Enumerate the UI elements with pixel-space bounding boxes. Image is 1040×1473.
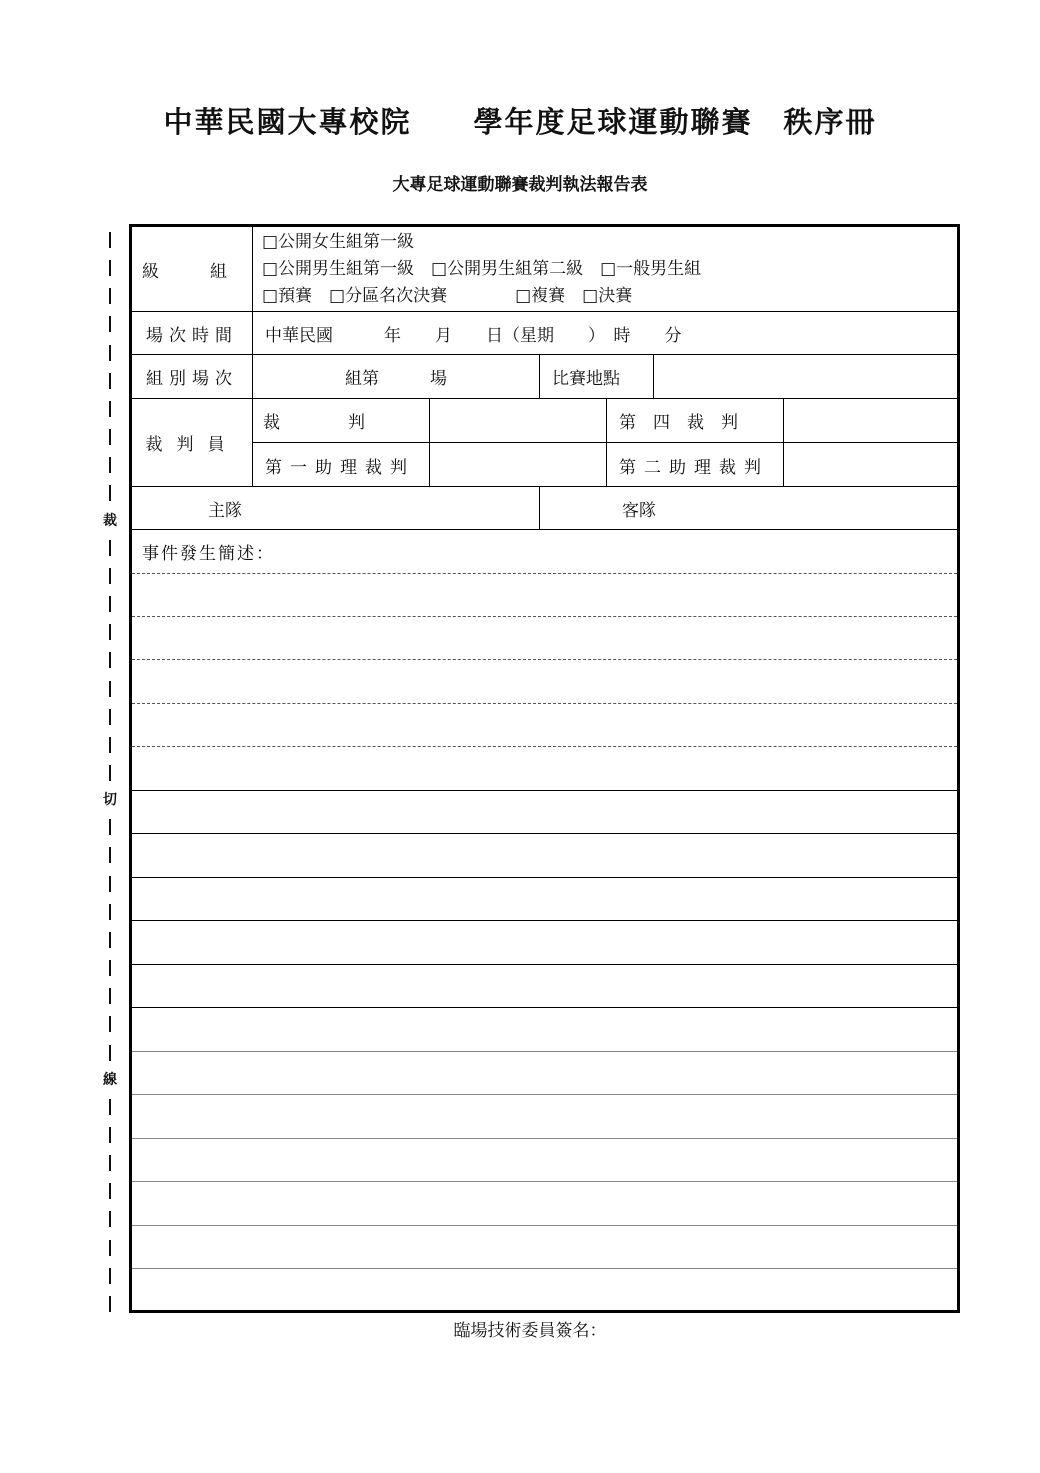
assistant2-label: 第二助理裁判 [619, 457, 769, 478]
cut-tick [109, 1211, 111, 1227]
assistant1-label-cell [253, 443, 429, 487]
cut-tick [109, 288, 111, 304]
away-team-label-cell [622, 487, 742, 529]
cut-tick [109, 568, 111, 584]
match-time-value-cell[interactable] [253, 312, 957, 354]
assistant2-label-cell [607, 443, 783, 487]
group-match-value: 組第 場 [345, 369, 447, 389]
cut-tick [109, 1183, 111, 1199]
cut-tick [109, 457, 111, 473]
cut-tick [109, 232, 111, 248]
page-title: 中華民國大專校院 學年度足球運動聯賽 秩序冊 [163, 105, 877, 139]
division-row [132, 227, 957, 312]
signature-label: 臨場技術委員簽名： [453, 1321, 607, 1341]
fourth-official-label-cell [607, 399, 783, 442]
cut-tick [109, 737, 111, 753]
report-form [129, 224, 960, 1313]
cut-tick [109, 765, 111, 781]
stage-options-line[interactable]: □預賽 □分區名次決賽 □複賽 □決賽 [262, 285, 633, 306]
cut-tick [109, 681, 111, 697]
cut-tick [109, 876, 111, 892]
cut-tick [109, 624, 111, 640]
division-options-cell [253, 227, 957, 311]
incident-label: 事件發生簡述： [142, 544, 275, 564]
match-time-label-cell [132, 312, 252, 354]
cut-tick [109, 819, 111, 835]
cut-tick [109, 652, 111, 668]
venue-label-cell [540, 355, 653, 398]
match-time-row [132, 312, 957, 355]
cut-line [92, 232, 128, 1312]
division-label-cell [132, 227, 252, 311]
cut-char-2: 切 [103, 792, 117, 809]
match-time-value: 中華民國 年 月 日（星期 ） 時 分 [265, 325, 682, 346]
teams-row [132, 487, 957, 530]
cut-tick [109, 540, 111, 556]
cut-char-1: 裁 [103, 512, 117, 529]
cut-tick [109, 1099, 111, 1115]
cut-tick [109, 345, 111, 361]
cut-tick [109, 1296, 111, 1312]
cut-tick [109, 1016, 111, 1032]
division-options-line-2[interactable]: □公開男生組第一級 □公開男生組第二級 □一般男生組 [262, 258, 702, 279]
referee-label: 裁 判 [263, 413, 365, 433]
referee-name-cell[interactable] [430, 399, 606, 442]
cut-char-3: 線 [103, 1071, 117, 1088]
venue-value-cell[interactable] [654, 355, 957, 398]
fourth-official-label: 第四裁判 [619, 413, 755, 433]
assistant2-name-cell[interactable] [784, 443, 957, 487]
cut-tick [109, 429, 111, 445]
match-time-label: 場次時間 [146, 325, 238, 346]
group-match-row [132, 355, 957, 399]
cut-tick [109, 485, 111, 501]
cut-tick [109, 932, 111, 948]
fourth-official-name-cell[interactable] [784, 399, 957, 442]
cut-tick [109, 960, 111, 976]
referees-block [132, 399, 957, 487]
cut-tick [109, 1155, 111, 1171]
referees-label-cell [132, 399, 252, 486]
home-team-label-cell [208, 487, 328, 529]
cut-tick [109, 373, 111, 389]
division-label: 級 組 [142, 261, 227, 282]
cut-tick [109, 1045, 111, 1061]
incident-label-cell [142, 530, 275, 573]
cut-tick [109, 1127, 111, 1143]
assistant1-name-cell[interactable] [430, 443, 606, 487]
division-options-line-1[interactable]: □公開女生組第一級 [262, 231, 415, 252]
cut-tick [109, 904, 111, 920]
referee-label-cell [253, 399, 429, 442]
cut-tick [109, 847, 111, 863]
cut-tick [109, 709, 111, 725]
form-subtitle: 大專足球運動聯賽裁判執法報告表 [392, 175, 648, 195]
home-team-label: 主隊 [208, 500, 242, 521]
cut-tick [109, 316, 111, 332]
cut-tick [109, 1240, 111, 1256]
venue-label: 比賽地點 [552, 369, 620, 389]
cut-tick [109, 988, 111, 1004]
cut-tick [109, 401, 111, 417]
cut-tick [109, 596, 111, 612]
referees-label: 裁判員 [145, 435, 239, 455]
assistant1-label: 第一助理裁判 [265, 457, 415, 478]
group-match-label-cell [132, 355, 252, 398]
cut-tick [109, 260, 111, 276]
cut-tick [109, 1268, 111, 1284]
group-match-label: 組別場次 [146, 369, 238, 389]
away-team-label: 客隊 [622, 500, 656, 521]
group-match-value-cell[interactable] [253, 355, 539, 398]
